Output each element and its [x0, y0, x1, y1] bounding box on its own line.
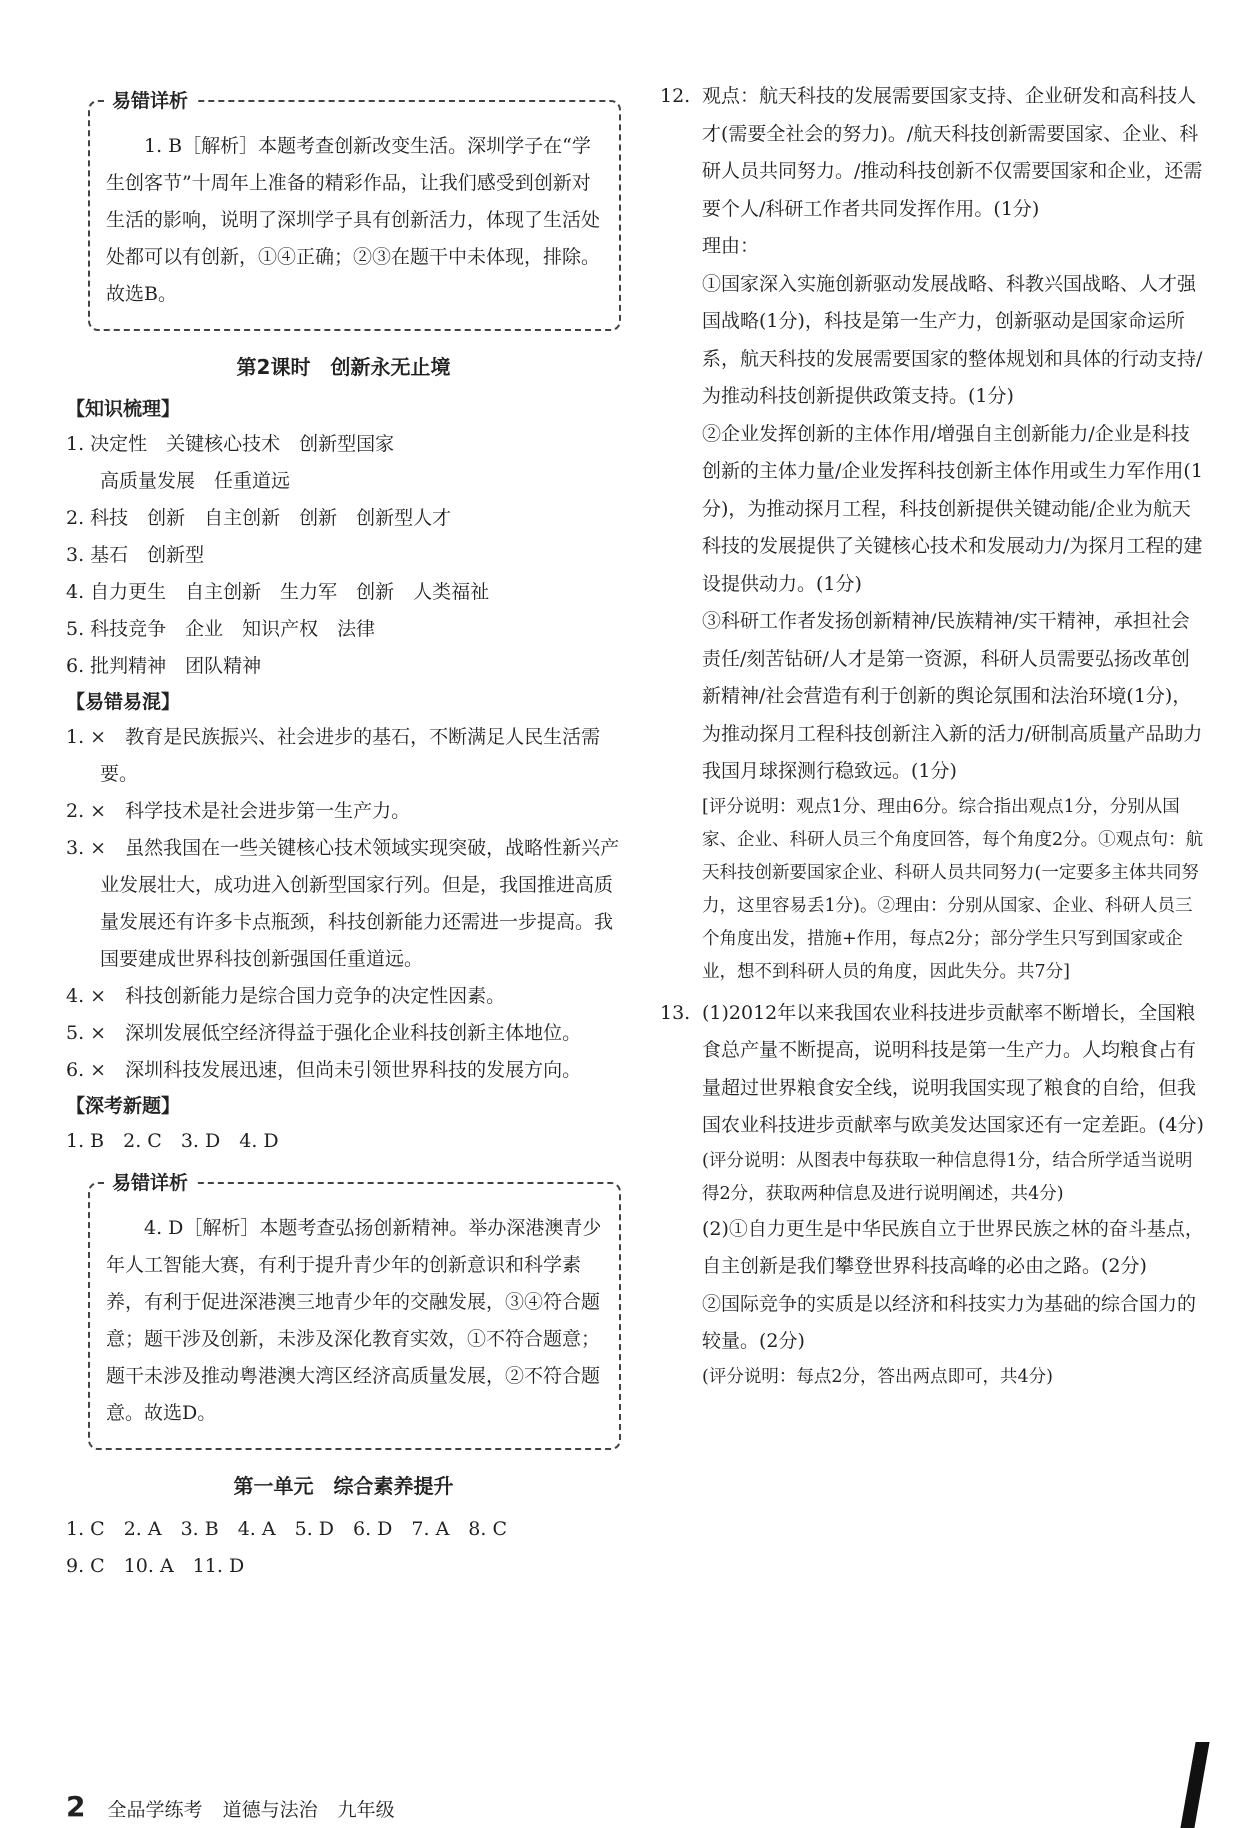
mistakes-heading: 【易错易混】 — [66, 691, 181, 713]
list-item: 2. 科技 创新 自主创新 创新 创新型人才 — [66, 507, 452, 529]
box-text: 4. D［解析］本题考查弘扬创新精神。举办深港澳青少年人工智能大赛，有利于提升青少年的创新意识和科学素养，有利于促进深港澳三地青少年的交融发展，③④符合题意；题干涉及创新，未涉及深化教育实效，①不符合题意；题干未涉及推动粤港澳大湾区经济高质量发展，②不符合题意。故选D。 — [106, 1217, 602, 1424]
error-analysis-box-1 — [88, 90, 621, 331]
list-item: 高质量发展 任重道远 — [100, 470, 291, 492]
grade-label: 九年级 — [337, 1799, 395, 1821]
list-item: 3. 基石 创新型 — [66, 544, 205, 566]
list-item: 5. 科技竞争 企业 知识产权 法律 — [66, 618, 376, 640]
q12-viewpoint: 12. 观点：航天科技的发展需要国家支持、企业研发和高科技人才(需要全社会的努力)。/航天科技创新需要国家、企业、科研人员共同努力。/推动科技创新不仅需要国家和企业，还需要个人/科研工作者共同发挥作用。(1分) — [660, 78, 1208, 228]
box-text: 1. B［解析］本题考查创新改变生活。深圳学子在“学生创客节”十周年上准备的精彩作品，让我们感受到创新对生活的影响，说明了深圳学子具有创新活力，体现了生活处处都可以有创新，①④正确；②③在题干中未体现，排除。故选B。 — [106, 135, 601, 305]
list-item: 5. × 深圳发展低空经济得益于强化企业科技创新主体地位。 — [66, 1022, 582, 1044]
unit-answers-2: 9. C 10. A 11. D — [66, 1555, 245, 1577]
left-column — [66, 78, 621, 1585]
error-analysis-box-2 — [88, 1172, 621, 1450]
box-title: 易错详析 — [104, 86, 196, 113]
list-item: 4. 自力更生 自主创新 生力军 创新 人类福祉 — [66, 581, 490, 603]
list-item: 3. × 虽然我国在一些关键核心技术领域实现突破，战略性新兴产业发展壮大，成功进入创新型国家行列。但是，我国推进高质量发展还有许多卡点瓶颈，科技创新能力还需进一步提高。我国要建成世界科技创新强国任重道远。 — [66, 837, 620, 970]
q12-reason-label: 理由： — [702, 235, 760, 257]
unit-answers-1: 1. C 2. A 3. B 4. A 5. D 6. D 7. A 8. C — [66, 1518, 508, 1540]
q12-number: 12. — [660, 85, 691, 107]
subject-name: 道德与法治 — [222, 1799, 318, 1821]
q13-part-3: ②国际竞争的实质是以经济和科技实力为基础的综合国力的较量。(2分) — [702, 1292, 1197, 1352]
q13-number: 13. — [660, 1001, 691, 1024]
list-item: 4. × 科技创新能力是综合国力竞争的决定性因素。 — [66, 985, 506, 1007]
list-item: 6. 批判精神 团队精神 — [66, 655, 262, 677]
corner-tab-mark — [1180, 1742, 1209, 1828]
list-item: 6. × 深圳科技发展迅速，但尚未引领世界科技的发展方向。 — [66, 1059, 582, 1081]
page-footer — [66, 1790, 409, 1823]
lesson-title: 第2课时 创新永无止境 — [236, 355, 451, 379]
list-item: 2. × 科学技术是社会进步第一生产力。 — [66, 800, 411, 822]
q13-part-1: 13. (1)2012年以来我国农业科技进步贡献率不断增长，全国粮食总产量不断提高，说明科技是第一生产力。人均粮食占有量超过世界粮食安全线，说明我国实现了粮食的自给，但我国农业科技进步贡献率与欧美发达国家还有一定差距。(4分) — [660, 995, 1208, 1145]
q13-part-2: (2)①自力更生是中华民族自立于世界民族之林的奋斗基点，自主创新是我们攀登世界科技高峰的必由之路。(2分) — [702, 1217, 1204, 1277]
q13-scoring-note-1: (评分说明：从图表中每获取一种信息得1分，结合所学适当说明得2分，获取两种信息及进行说明阐述，共4分) — [702, 1150, 1193, 1204]
right-column — [660, 78, 1208, 1394]
list-item: 1. × 教育是民族振兴、社会进步的基石，不断满足人民生活需要。 — [66, 726, 601, 785]
unit-title: 第一单元 综合素养提升 — [233, 1474, 454, 1498]
q12-scoring-note: [评分说明：观点1分、理由6分。综合指出观点1分，分别从国家、企业、科研人员三个角度回答，每个角度2分。①观点句：航天科技创新要国家企业、科研人员共同努力(一定要多主体共同努力，这里容易丢1分)。②理由：分别从国家、企业、科研人员三个角度出发，措施+作用，每点2分；部分学生只写到国家或企业，想不到科研人员的角度，因此失分。共7分] — [702, 796, 1204, 982]
shenkao-answers: 1. B 2. C 3. D 4. D — [66, 1130, 279, 1152]
q12-reason-1: ①国家深入实施创新驱动发展战略、科教兴国战略、人才强国战略(1分)，科技是第一生产力，创新驱动是国家命运所系，航天科技的发展需要国家的整体规划和具体的行动支持/为推动科技创新提供政策支持。(1分) — [702, 272, 1203, 407]
shenkao-heading: 【深考新题】 — [66, 1095, 181, 1117]
page-number: 2 — [66, 1790, 86, 1823]
q12-reason-3: ③科研工作者发扬创新精神/民族精神/实干精神，承担社会责任/刻苦钻研/人才是第一资源，科研人员需要弘扬改革创新精神/社会营造有利于创新的舆论氛围和法治环境(1分)，为推动探月工程科技创新注入新的活力/研制高质量产品助力我国月球探测行稳致远。(1分) — [702, 610, 1203, 782]
q12-reason-2: ②企业发挥创新的主体作用/增强自主创新能力/企业是科技创新的主体力量/企业发挥科技创新主体作用或生力军作用(1分)，为推动探月工程，科技创新提供关键动能/企业为航天科技的发展提供了关键核心技术和发展动力/为探月工程的建设提供动力。(1分) — [702, 422, 1203, 595]
box-title: 易错详析 — [104, 1168, 196, 1195]
knowledge-heading: 【知识梳理】 — [66, 398, 181, 420]
brand-name: 全品学练考 — [107, 1799, 203, 1821]
list-item: 1. 决定性 关键核心技术 创新型国家 — [66, 433, 395, 455]
q13-scoring-note-2: (评分说明：每点2分，答出两点即可，共4分) — [702, 1366, 1053, 1387]
